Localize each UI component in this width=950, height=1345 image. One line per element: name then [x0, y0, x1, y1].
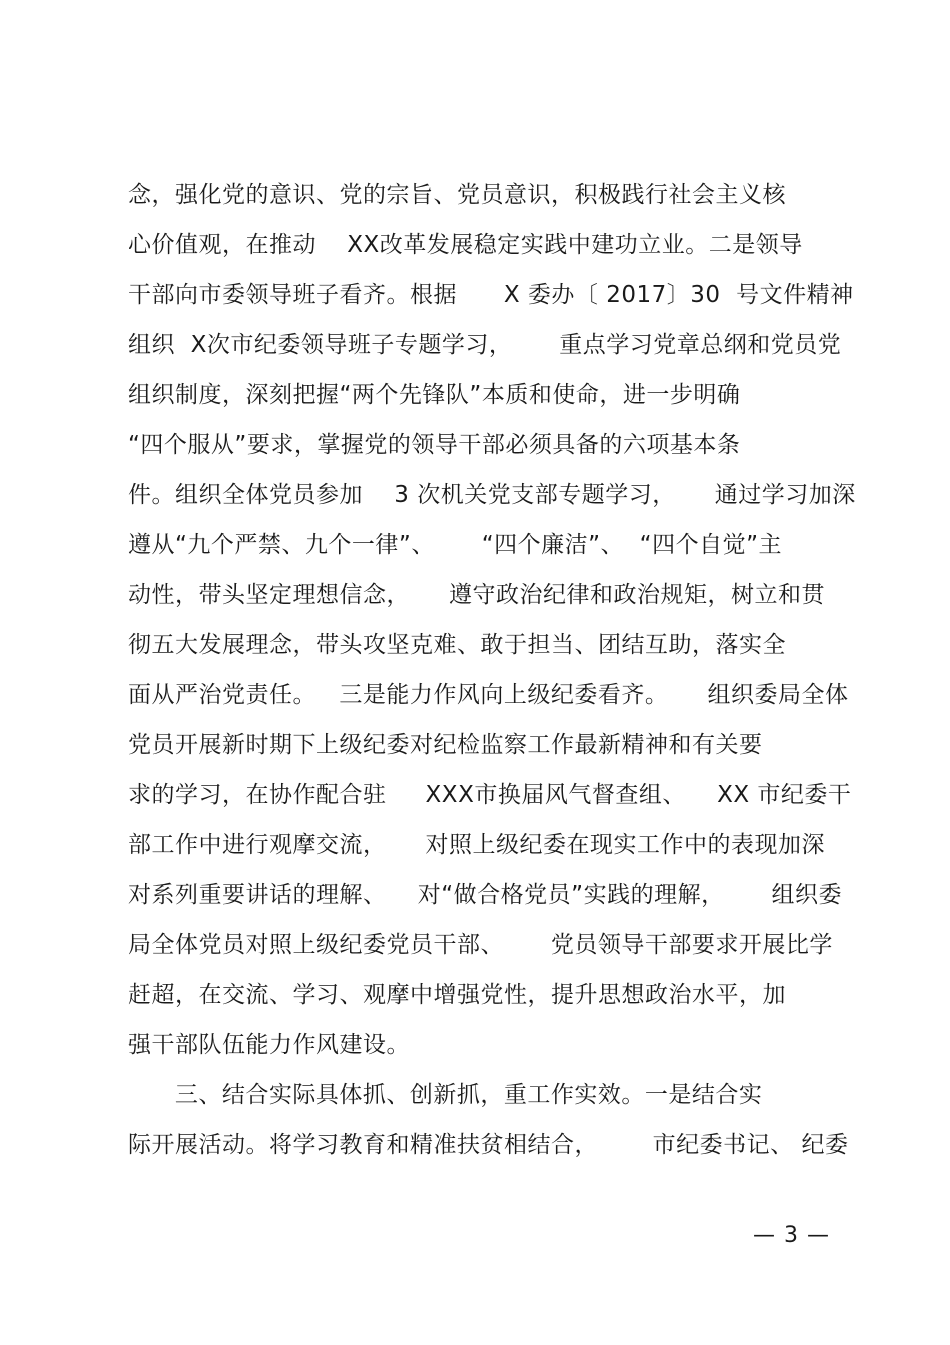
- body-text-line: 件。组织全体党员参加 3 次机关党支部专题学习， 通过学习加深: [128, 482, 856, 508]
- body-text-line: 对系列重要讲话的理解、 对“做合格党员”实践的理解， 组织委: [128, 882, 842, 908]
- body-text-line: “四个服从”要求，掌握党的领导干部必须具备的六项基本条: [128, 432, 741, 458]
- body-text-line: 干部向市委领导班子看齐。根据 X 委办〔 2017〕30 号文件精神: [128, 282, 854, 308]
- body-text-line: 际开展活动。将学习教育和精准扶贫相结合， 市纪委书记、 纪委: [128, 1132, 849, 1158]
- body-text-line: 动性，带头坚定理想信念， 遵守政治纪律和政治规矩，树立和贯: [128, 582, 826, 608]
- body-text-line: 念，强化党的意识、党的宗旨、党员意识，积极践行社会主义核: [128, 182, 786, 208]
- body-text-line: 遵从“九个严禁、九个一律”、 “四个廉洁”、 “四个自觉”主: [128, 532, 782, 558]
- body-text-line: 强干部队伍能力作风建设。: [128, 1032, 410, 1058]
- body-text-line: 组织制度，深刻把握“两个先锋队”本质和使命，进一步明确: [128, 382, 741, 408]
- body-text-line: 彻五大发展理念，带头攻坚克难、敢于担当、团结互助，落实全: [128, 632, 786, 658]
- body-text-line: 赶超，在交流、学习、观摩中增强党性，提升思想政治水平，加: [128, 982, 786, 1008]
- section-heading-line: 三、结合实际具体抓、创新抓，重工作实效。一是结合实: [128, 1082, 763, 1108]
- body-text-line: 面从严治党责任。 三是能力作风向上级纪委看齐。 组织委局全体: [128, 682, 849, 708]
- body-text-line: 党员开展新时期下上级纪委对纪检监察工作最新精神和有关要: [128, 732, 763, 758]
- body-text-line: 心价值观，在推动 XX改革发展稳定实践中建功立业。二是领导: [128, 232, 803, 258]
- body-text-line: 求的学习，在协作配合驻 XXX市换届风气督查组、 XX 市纪委干: [128, 782, 852, 808]
- body-text-line: 部工作中进行观摩交流， 对照上级纪委在现实工作中的表现加深: [128, 832, 826, 858]
- body-text-line: 组织 X次市纪委领导班子专题学习， 重点学习党章总纲和党员党: [128, 332, 842, 358]
- body-text-line: 局全体党员对照上级纪委党员干部、 党员领导干部要求开展比学: [128, 932, 833, 958]
- page-number: — 3 —: [753, 1223, 830, 1248]
